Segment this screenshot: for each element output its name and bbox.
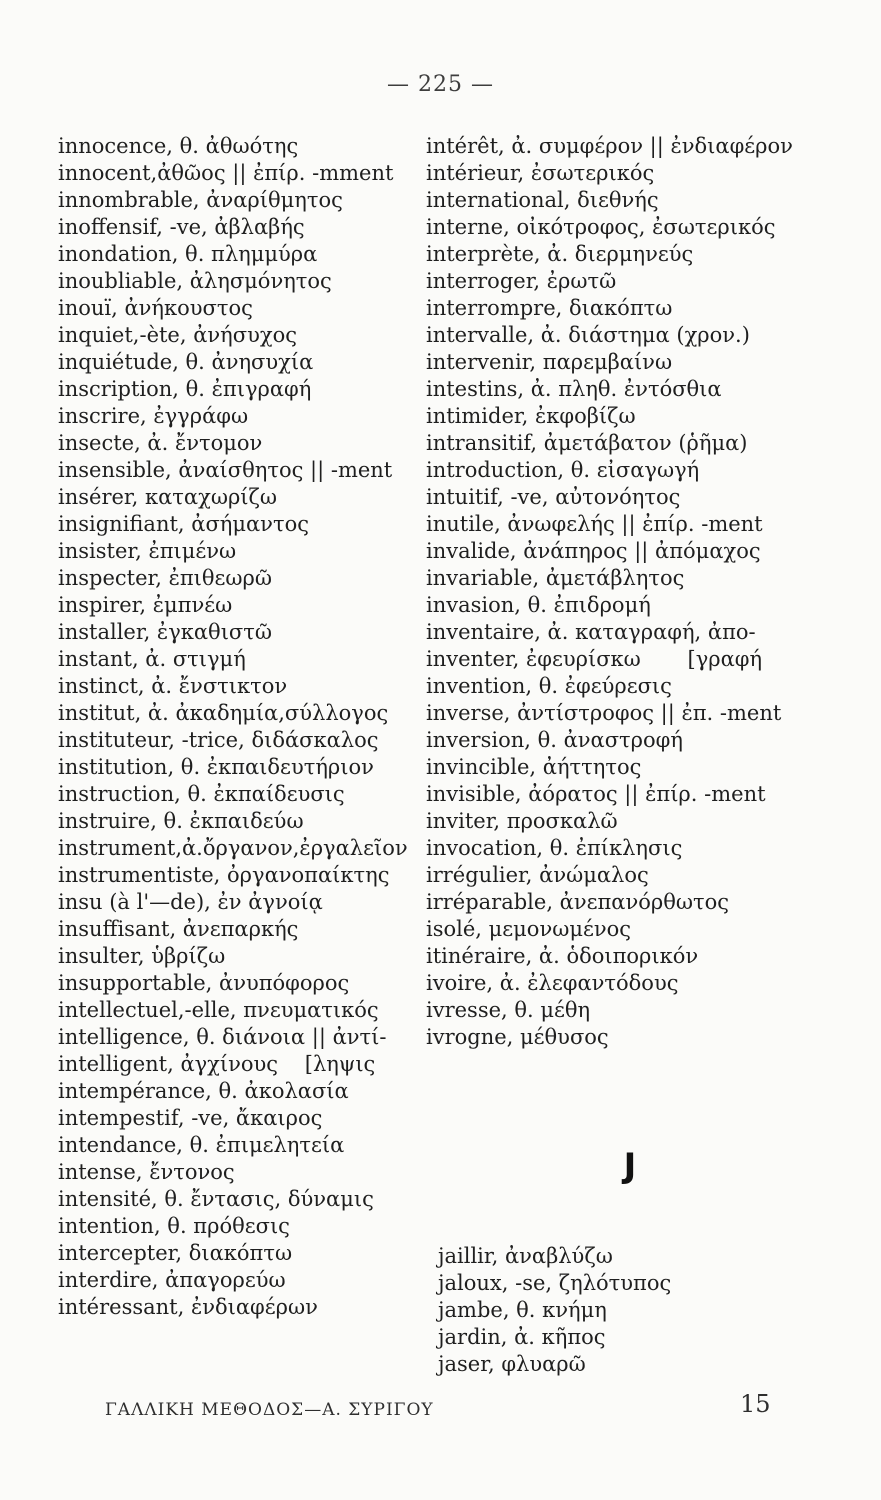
dictionary-entry [426, 349, 826, 376]
entry-text: inviter, προσκαλῶ [426, 809, 618, 833]
entry-text: inverse, ἀντίστροφος || ἐπ. -ment [426, 701, 782, 725]
dictionary-entry [426, 403, 826, 430]
dictionary-entry [426, 970, 826, 997]
dictionary-entry [426, 133, 826, 160]
left-column [58, 133, 423, 1321]
dictionary-entry [58, 1186, 423, 1213]
entry-text: instituteur, -trice, διδάσκαλος [58, 728, 379, 752]
dictionary-entry [426, 700, 826, 727]
dictionary-entry [426, 511, 826, 538]
entry-text: invasion, θ. ἐπιδρομή [426, 593, 651, 617]
dictionary-entry [58, 538, 423, 565]
entry-text: institut, ἀ. ἀκαδημία,σύλλογος [58, 701, 389, 725]
entry-text: insérer, καταχωρίζω [58, 485, 278, 509]
dictionary-entry [426, 727, 826, 754]
dictionary-entry [58, 376, 423, 403]
entry-text: insuffisant, ἀνεπαρκής [58, 917, 299, 941]
dictionary-entry [58, 1294, 423, 1321]
entry-text: innocence, θ. ἀθωότης [58, 134, 299, 158]
entry-text: ivrogne, μέθυσος [426, 1025, 609, 1049]
entry-text: inventaire, ἀ. καταγραφή, ἀπο- [426, 620, 756, 644]
dictionary-entry [58, 754, 423, 781]
entry-text: invisible, ἀόρατος || ἐπίρ. -ment [426, 782, 766, 806]
entry-text: jambe, θ. κνήμη [438, 1298, 607, 1322]
entry-text: institution, θ. ἐκπαιδευτήριον [58, 755, 374, 779]
entry-text: insupportable, ἀνυπόφορος [58, 971, 350, 995]
entry-text: ivresse, θ. μέθη [426, 998, 591, 1022]
right-column [426, 133, 826, 1051]
entry-text: intempestif, -ve, ἄκαιρος [58, 1106, 323, 1130]
entry-text: inversion, θ. ἀναστροφή [426, 728, 683, 752]
dictionary-entry [426, 754, 826, 781]
dictionary-entry [58, 1105, 423, 1132]
entry-text: insulter, ὑβρίζω [58, 944, 226, 968]
dictionary-entry [58, 592, 423, 619]
signature-mark: 15 [740, 1390, 771, 1418]
entry-text: intendance, θ. ἐπιμελητεία [58, 1133, 345, 1157]
dictionary-entry [58, 646, 423, 673]
dictionary-entry [58, 781, 423, 808]
entry-text: intervalle, ἀ. διάστημα (χρον.) [426, 323, 750, 347]
entry-text: intestins, ἀ. πληθ. ἐντόσθια [426, 377, 722, 401]
dictionary-entry [426, 295, 826, 322]
dictionary-entry [58, 970, 423, 997]
dictionary-entry [58, 160, 423, 187]
dictionary-entry [58, 808, 423, 835]
entry-text: invincible, ἀήττητος [426, 755, 642, 779]
entry-text: intimider, ἐκφοβίζω [426, 404, 636, 428]
dictionary-entry [426, 376, 826, 403]
entry-text: inquiétude, θ. ἀνησυχία [58, 350, 314, 374]
dictionary-entry [426, 160, 826, 187]
entry-text: interrompre, διακόπτω [426, 296, 673, 320]
entry-text: insensible, ἀναίσθητος || -ment [58, 458, 393, 482]
entry-text: jaser, φλυαρῶ [438, 1352, 586, 1376]
entry-text: intellectuel,-elle, πνευματικός [58, 998, 379, 1022]
entry-text: inondation, θ. πλημμύρα [58, 242, 318, 266]
dictionary-entry [58, 187, 423, 214]
entry-text: instant, ἀ. στιγμή [58, 647, 246, 671]
dictionary-entry [426, 268, 826, 295]
dictionary-entry [58, 727, 423, 754]
footer-book-title: ΓΑΛΛΙΚΗ ΜΕΘΟΔΟΣ—Α. ΣΥΡΙΓΟΥ [105, 1400, 434, 1420]
entry-text: interroger, ἐρωτῶ [426, 269, 617, 293]
dictionary-entry [426, 943, 826, 970]
entry-text: itinéraire, ἀ. ὁδοιπορικόν [426, 944, 699, 968]
dictionary-entry [58, 511, 423, 538]
entry-text: intempérance, θ. ἀκολασία [58, 1079, 349, 1103]
dictionary-entry [58, 1051, 423, 1078]
dictionary-entry [58, 889, 423, 916]
dictionary-entry [426, 916, 826, 943]
entry-text: intérêt, ἀ. συμφέρον || ἐνδιαφέρον [426, 134, 793, 158]
dictionary-entry [438, 1297, 818, 1324]
dictionary-entry [426, 565, 826, 592]
entry-text: instruction, θ. ἐκπαίδευσις [58, 782, 345, 806]
entry-text: intervenir, παρεμβαίνω [426, 350, 673, 374]
entry-text: inventer, ἐφευρίσκω [γραφή [426, 647, 763, 671]
dictionary-entry [58, 457, 423, 484]
entry-text: jardin, ἀ. κῆπος [438, 1325, 606, 1349]
entry-text: intéressant, ἐνδιαφέρων [58, 1295, 318, 1319]
entry-text: inoubliable, ἀλησμόνητος [58, 269, 332, 293]
dictionary-entry [426, 592, 826, 619]
dictionary-entry [438, 1351, 818, 1378]
dictionary-entry [58, 214, 423, 241]
entry-text: international, διεθνής [426, 188, 659, 212]
entry-text: introduction, θ. εἰσαγωγή [426, 458, 700, 482]
dictionary-entry [58, 430, 423, 457]
entry-text: innocent,ἀθῶος || ἐπίρ. -mment [58, 161, 394, 185]
dictionary-entry [58, 862, 423, 889]
entry-text: inscrire, ἐγγράφω [58, 404, 249, 428]
dictionary-entry [426, 835, 826, 862]
entry-text: interprète, ἀ. διερμηνεύς [426, 242, 694, 266]
entry-text: irréparable, ἀνεπανόρθωτος [426, 890, 730, 914]
entry-text: innombrable, ἀναρίθμητος [58, 188, 343, 212]
dictionary-entry [58, 835, 423, 862]
dictionary-entry [58, 268, 423, 295]
entry-text: irrégulier, ἀνώμαλος [426, 863, 649, 887]
section-letter-heading: J [623, 1146, 637, 1186]
dictionary-entry [426, 538, 826, 565]
entry-text: insu (à l'—de), ἐν ἀγνοίᾳ [58, 890, 323, 914]
entry-text: inutile, ἀνωφελής || ἐπίρ. -ment [426, 512, 763, 536]
entry-text: invention, θ. ἐφεύρεσις [426, 674, 672, 698]
dictionary-entry [58, 1267, 423, 1294]
entry-text: intransitif, ἀμετάβατον (ῥῆμα) [426, 431, 748, 455]
dictionary-entry [426, 430, 826, 457]
dictionary-entry [58, 1159, 423, 1186]
entry-text: intensité, θ. ἔντασις, δύναμις [58, 1187, 374, 1211]
dictionary-entry [58, 403, 423, 430]
entry-text: inoffensif, -ve, ἀβλαβής [58, 215, 305, 239]
dictionary-entry [58, 1213, 423, 1240]
dictionary-entry [438, 1324, 818, 1351]
entry-text: invocation, θ. ἐπίκλησις [426, 836, 683, 860]
entry-text: inquiet,-ète, ἀνήσυχος [58, 323, 297, 347]
dictionary-entry [58, 565, 423, 592]
entry-text: instinct, ἀ. ἔνστικτον [58, 674, 288, 698]
entry-text: ivoire, ἀ. ἐλεφαντόδους [426, 971, 679, 995]
dictionary-entry [426, 241, 826, 268]
entry-text: inouï, ἀνήκουστος [58, 296, 253, 320]
dictionary-entry [58, 943, 423, 970]
entry-text: intelligence, θ. διάνοια || ἀντί- [58, 1025, 387, 1049]
entry-text: intelligent, ἀγχίνους [ληψις [58, 1052, 376, 1076]
entry-text: intuitif, -ve, αὐτονόητος [426, 485, 681, 509]
entry-text: insignifiant, ἀσήμαντος [58, 512, 309, 536]
dictionary-entry [58, 673, 423, 700]
dictionary-entry [426, 646, 826, 673]
dictionary-entry [58, 484, 423, 511]
entry-text: interdire, ἀπαγορεύω [58, 1268, 286, 1292]
dictionary-entry [58, 295, 423, 322]
dictionary-entry [58, 241, 423, 268]
dictionary-entry [426, 889, 826, 916]
entry-text: instruire, θ. ἐκπαιδεύω [58, 809, 304, 833]
dictionary-entry [426, 862, 826, 889]
entry-text: instrument,ἀ.ὄργανον,ἐργαλεῖον [58, 836, 408, 860]
entry-text: inspirer, ἐμπνέω [58, 593, 233, 617]
entry-text: inscription, θ. ἐπιγραφή [58, 377, 312, 401]
dictionary-entry [58, 619, 423, 646]
dictionary-entry [426, 781, 826, 808]
page-number: — 225 — [387, 72, 494, 97]
dictionary-entry [426, 997, 826, 1024]
dictionary-entry [58, 997, 423, 1024]
dictionary-entry [58, 322, 423, 349]
entry-text: insister, ἐπιμένω [58, 539, 237, 563]
entry-text: jaillir, ἀναβλύζω [438, 1244, 613, 1268]
dictionary-entry [426, 457, 826, 484]
dictionary-entry [58, 700, 423, 727]
entry-text: jaloux, -se, ζηλότυπος [438, 1271, 672, 1295]
entry-text: invariable, ἀμετάβλητος [426, 566, 685, 590]
dictionary-entry [58, 916, 423, 943]
dictionary-entry [58, 349, 423, 376]
entry-text: inspecter, ἐπιθεωρῶ [58, 566, 273, 590]
dictionary-entry [58, 1078, 423, 1105]
entry-text: interne, οἰκότροφος, ἐσωτερικός [426, 215, 776, 239]
dictionary-entry [426, 673, 826, 700]
dictionary-entry [426, 808, 826, 835]
dictionary-entry [58, 1132, 423, 1159]
dictionary-entry [58, 1024, 423, 1051]
entry-text: invalide, ἀνάπηρος || ἀπόμαχος [426, 539, 761, 563]
entry-text: isolé, μεμονωμένος [426, 917, 632, 941]
dictionary-entry [58, 133, 423, 160]
entry-text: intérieur, ἐσωτερικός [426, 161, 655, 185]
dictionary-entry [58, 1240, 423, 1267]
j-section-list [438, 1243, 818, 1378]
entry-text: intense, ἔντονος [58, 1160, 235, 1184]
entry-text: installer, ἐγκαθιστῶ [58, 620, 272, 644]
dictionary-entry [426, 322, 826, 349]
entry-text: intention, θ. πρόθεσις [58, 1214, 290, 1238]
dictionary-entry [438, 1270, 818, 1297]
dictionary-entry [426, 214, 826, 241]
entry-text: instrumentiste, ὀργανοπαίκτης [58, 863, 390, 887]
dictionary-entry [426, 619, 826, 646]
entry-text: insecte, ἀ. ἔντομον [58, 431, 263, 455]
entry-text: intercepter, διακόπτω [58, 1241, 293, 1265]
dictionary-entry [426, 187, 826, 214]
dictionary-entry [426, 1024, 826, 1051]
dictionary-entry [438, 1243, 818, 1270]
dictionary-entry [426, 484, 826, 511]
